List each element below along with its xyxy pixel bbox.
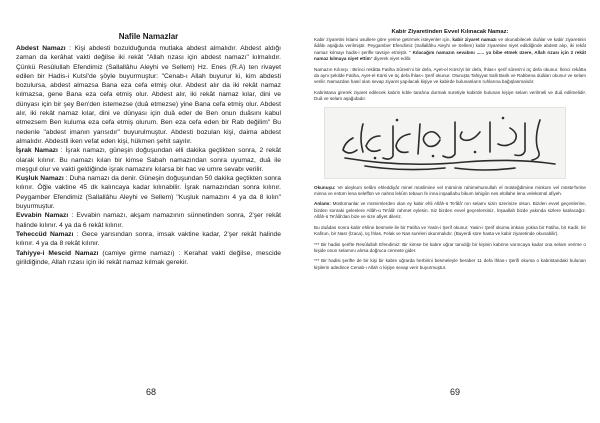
page-number: 68 — [146, 387, 157, 397]
niyet-bold: Kılacağım namazın sevabını ...... ya bibe etmek üzere, Allah rızası için 2 rekât namaz kılmaya niyet ettim — [314, 49, 586, 62]
term: İşrak Namazı — [16, 147, 58, 155]
section-title: Kabir Ziyaretinden Evvel Kılınacak Namaz: — [391, 29, 509, 35]
meaning-paragraph — [314, 201, 586, 220]
text: : İşrak namazı, güneşin doğuşundan elli dakika geçtikten sonra, 2 rekât olarak kılınır. Bu namazı kılan bir kimse Sabah namazından sonra uyumaz, duâ ile meşgul olur ve vakti geldiğinde işrak namazını kılarsa bir hac ve umre sevabı verilir. — [16, 147, 281, 173]
prayer-instructions: Namazın Kılınışı : Birinci rekâtta Fatiha Sûresi'ni bir defa, Ayet-el Kürsi'yi bir defa, İhlas-ı şerif sûresi'ni üç defa okunur. İkinci rekâtta da aynı şekilde Fatiha, Ayet-el Kürsi ve üç defa İhlas-ı Şerif okunur. Oturuşta Tahiyyat Salli Barik ve Rabbena duâları okunur ve selam verilir. Namazdan hasıl olan sevap ziyaret yapılacak kişiye ve kabirde bulunanların ruhlarına bağışlanmalıdır. — [314, 66, 586, 85]
hadith-paragraph-2: *** Bir hadisi şerifte de bir kişi bir kabre uğrarda herbirini besmeleyle beraber 11 defa İhlas-ı Şerifi okursa o kabristandaki bulunan kişilerin adedince Cenab-ı Allah o kişiye sevap verir buyurmuştur. — [314, 258, 586, 270]
paragraph-tahiyye — [16, 249, 281, 268]
hadith-paragraph-1: *** Bir hadisi şerifte Resûlullah Efendimiz: Bir kimse bir kabre uğrar tanıdığı bir kişinin kabrine varıncaya kadar ona selam verirse o kişide onun selamını alırsa doğruca cennete gider. — [314, 241, 586, 253]
term: Abdest Namazı — [16, 45, 66, 52]
right-page-content — [314, 29, 586, 275]
pronunciation-label: Okunuşu: — [314, 184, 336, 190]
intro-text: Kabir ziyaretini İslami usullere göre yerine getirmek isteyenler için, — [314, 37, 453, 42]
term: Teheccüd Namazı — [16, 230, 74, 238]
intro-text: " diyerek niyet edilir. — [370, 56, 412, 62]
visit-instructions: Kabristana girerek ziyaret edilecek kabrin kıble tarafına durmak suretiyle kabirde bulunan kişiye selam verilmeli ve duâ edilmelidir. Duâ ve selam aşağıdadır. — [314, 89, 586, 102]
text: (camiye girme namazı) : Kerahat vakti değilse, mescide girildiğinde, Allah rızası için iki rekât namaz kılmak gerekir. — [16, 249, 282, 266]
meaning-text: Müslümanlar ve mümimlerden olan ey kabir ehli Allâh-ü Te'âlâ' nın selamı sizin üzerinize olsun. Bizden evvel geçenlerine, bizden sonraki gelenlere Allâh-ü Te'âlâ' rahmet eylesin. Siz bizden evvel geçenlersiniz. İnşaallah bizde yakında sizlere katılacağız. Allâh-ü Te'âlâ'dan bize ve size afiyet dileriz. — [314, 201, 586, 220]
pronunciation-text: Ve aleykum selâm ehleddiyâr minel müslimine vel müminin rahimehumullah el müsteğdimine minkum vel müste'hırine minna ve entüm lena seleffün ve nahnü lekûm tebaun fe inna inşaallahu bikum lahigûn nes elüllahe lena velekümül afiyeh. — [314, 184, 586, 197]
left-page-content — [16, 32, 281, 267]
calligraphy-strokes — [325, 108, 565, 178]
recitation-paragraph: Bu duâdan sonra kabir ehline besmele ile bir Fatiha ve Yasin-i Şerif okunur. Yasin-i Şerif okuma imkanı yoksa bir Fatiha, bir Kadir, bir Kafirun, bir Nasr (İzaca), üç İhlas, Felak ve Nas sureleri okunmalıdır. (Buyerdi süre hasta ve kabir ziyaretinde okunabilir). — [314, 224, 586, 237]
paragraph-kusluk — [16, 174, 281, 211]
pronunciation-paragraph — [314, 185, 586, 198]
intro-bold: kabir ziyaret namazı — [452, 37, 497, 42]
term: Evvabin Namazı — [16, 212, 69, 220]
term: Tahiyye-i Mescid Namazı — [16, 249, 99, 257]
text: : Gece yarısından sonra, imsak vaktine kadar, 2'şer rekât halinde kılınır. 4 ya da 8 rekât kılınır. — [16, 230, 281, 248]
paragraph-abdest — [16, 44, 281, 146]
paragraph-israk — [16, 146, 281, 174]
paragraph-evvabin — [16, 211, 281, 230]
page-number: 69 — [450, 387, 461, 397]
text: : Evvabin namazı, akşam namazının sünnetinden sonra, 2'şer rekât halinde kılınır. 4 ya da 6 rekât kılınır. — [16, 212, 281, 229]
text: : Kişi abdesti bozulduğunda mutlaka abdest almalıdır. Abdest aldığı zaman da kerâhat vakti değilse iki rekât "Allah rızası için abdest namazı" kılmalıdır. Çünkü Resûlullah Efendimiz (Sallallâhu Aleyhi ve Sellem) Hz. Enes (R.A) ten rivayet edilen bir Hadis-i Kutsî'de şöyle buyurmuştur: "Cenab-ı Allah buyurur ki, kim abdesti bozulursa, abdest almazsa Bana eza cefa etmiş olur. Abdest alır da iki rekât namaz kılmazsa, gene Bana eza cefa etmiş olur. Abdest alır, iki rekât namaz kılar, dini ve dünyası için bir şey Ben'den istemezse (duâ etmezse) yine Bana cefa etmiş olur. Abdest alır, iki rekât namaz kılar, dini ve dünyası için duâ eder de Ben onun duâsını kabul etmezsem Ben kuluma eza cefa etmiş olurum. Ben eza cefa eden bir Rab değilim" Bu nedenle "abdest imanın yarısıdır" buyurulmuştur. Abdesti bozulan kişi, daima abdest almalıdır. Abdestli iken vefat eden kişi, hükmen şehit sayılır. — [16, 45, 281, 145]
intro-paragraph — [314, 37, 586, 63]
arabic-calligraphy-image — [324, 107, 566, 179]
right-page — [300, 0, 600, 423]
page-title: Nafile Namazlar — [118, 32, 179, 41]
text: : Duha namazı da denir. Güneşin doğuşundan 50 dakika geçtikten sonra kılınır. Öğle vaktine 45 dk kalıncaya kadar kılınabilir. İşrak namazından sonra kılınır. Peygamber Efendimiz (Sallallâhu Aleyhi ve Sellem) "Kuşluk namazını 4 ya da 8 kılın" buyurmuştur. — [16, 175, 281, 211]
meaning-label: Anlamı: — [314, 201, 331, 207]
term: Kuşluk Namazı — [16, 175, 64, 183]
intro-text: ve okunabilecek duâlar ve kabir ziyaretinin âdâbı aşağıda verilmiştir. Peygamber Efendimiz (Sallallâhu Aleyhi ve Sellem) kabir ziyaretine niyet edildiğinde abdest alıp, iki rekât namaz kılmayı hadis-i şerifle tavsiye etmiştir. " — [314, 37, 586, 55]
paragraph-teheccud — [16, 230, 281, 249]
